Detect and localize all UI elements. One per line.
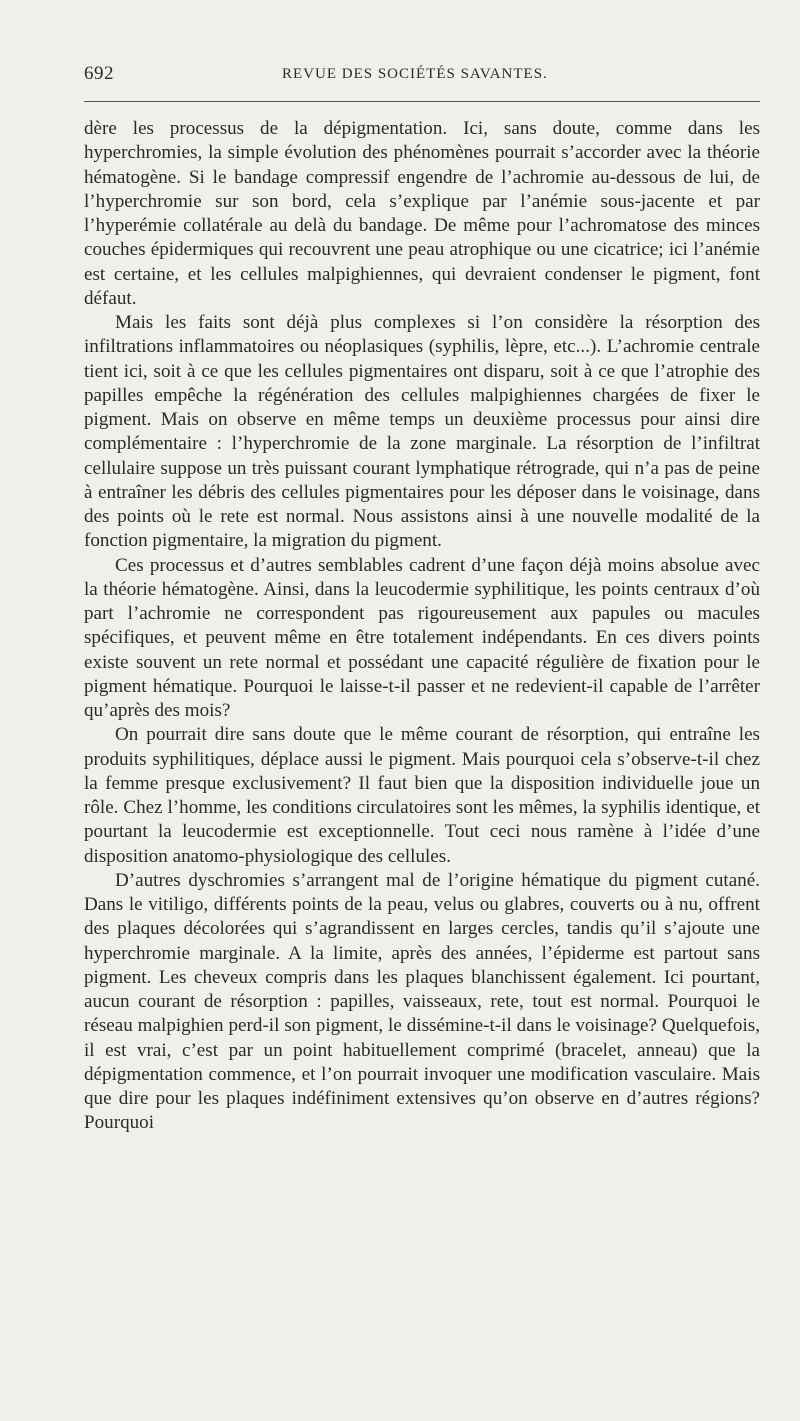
paragraph-2: Mais les faits sont déjà plus complexes si l’on considère la résorption des infiltrations inflammatoires ou néoplasiques (syphilis, lèpre, etc...). L’achromie centrale tient ici, soit à ce que les cellules pigmentaires ont disparu, soit à ce que l’atrophie des papilles empêche la régénération des cellules malpighiennes chargées de fixer le pigment. Mais on observe en même temps un deuxième processus pour ainsi dire complémentaire : l’hyperchromie de la zone marginale. La résorption de l’infiltrat cellulaire suppose un très puissant courant lymphatique rétrograde, qui n’a pas de peine à entraîner les débris des cellules pigmentaires pour les déposer dans le voisinage, dans des points où le rete est normal. Nous assistons ainsi à une nouvelle modalité de la fonction pigmentaire, la migration du pigment.	[84, 312, 760, 552]
paragraph-1: dère les processus de la dépigmentation. Ici, sans doute, comme dans les hyperchromies, la simple évolution des phénomènes pourrait s’accorder avec la théorie hématogène. Si le bandage compressif engendre de l’achromie au-dessous de lui, de l’hyperchromie sur son bord, cela s’explique par l’anémie sous-jacente et par l’hyperémie collatérale au delà du bandage. De même pour l’achromatose des minces couches épidermiques qui recouvrent une peau atrophique ou une cicatrice; ici l’anémie est certaine, et les cellules malpighiennes, qui devraient condenser le pigment, font défaut.	[84, 118, 760, 309]
page-number: 692	[84, 63, 114, 84]
paragraph-4: On pourrait dire sans doute que le même courant de résorption, qui entraîne les produits syphilitiques, déplace aussi le pigment. Mais pourquoi cela s’observe-t-il chez la femme presque exclusivement? Il faut bien que la disposition individuelle joue un rôle. Chez l’homme, les conditions circulatoires sont les mêmes, la syphilis identique, et pourtant la leucodermie est exceptionnelle. Tout ceci nous ramène à l’idée d’une disposition anatomo-physiologique des cellules.	[84, 724, 760, 867]
header-rule	[84, 101, 760, 102]
paragraph-5: D’autres dyschromies s’arrangent mal de l’origine hématique du pigment cutané. Dans le vitiligo, différents points de la peau, velus ou glabres, couverts ou à nu, offrent des plaques décolorées qui s’agrandissent en larges cercles, tandis qu’il s’ajoute une hyperchromie marginale. A la limite, après des années, l’épiderme est partout sans pigment. Les cheveux compris dans les plaques blanchissent également. Ici pourtant, aucun courant de résorption : papilles, vaisseaux, rete, tout est normal. Pourquoi le réseau malpighien perd-il son pigment, le dissémine-t-il dans le voisinage? Quelquefois, il est vrai, c’est par un point habituellement comprimé (bracelet, anneau) que la dépigmentation commence, et l’on pourrait invoquer une modification vasculaire. Mais que dire pour les plaques indéfiniment extensives qu’on observe en d’autres régions? Pourquoi	[84, 869, 760, 1134]
running-head	[84, 63, 760, 87]
body-text	[84, 117, 760, 1136]
paragraph-3: Ces processus et d’autres semblables cadrent d’une façon déjà moins absolue avec la théorie hématogène. Ainsi, dans la leucodermie syphilitique, les points centraux d’où part l’achromie ne correspondent pas rigoureusement aux papules ou macules spécifiques, et peuvent même en être totalement indépendants. En ces divers points existe souvent un rete normal et possédant une capacité régulière de fixation pour le pigment hématique. Pourquoi le laisse-t-il passer et ne redevient-il capable de l’arrêter qu’après des mois?	[84, 554, 760, 721]
running-title: REVUE DES SOCIÉTÉS SAVANTES.	[282, 66, 548, 82]
